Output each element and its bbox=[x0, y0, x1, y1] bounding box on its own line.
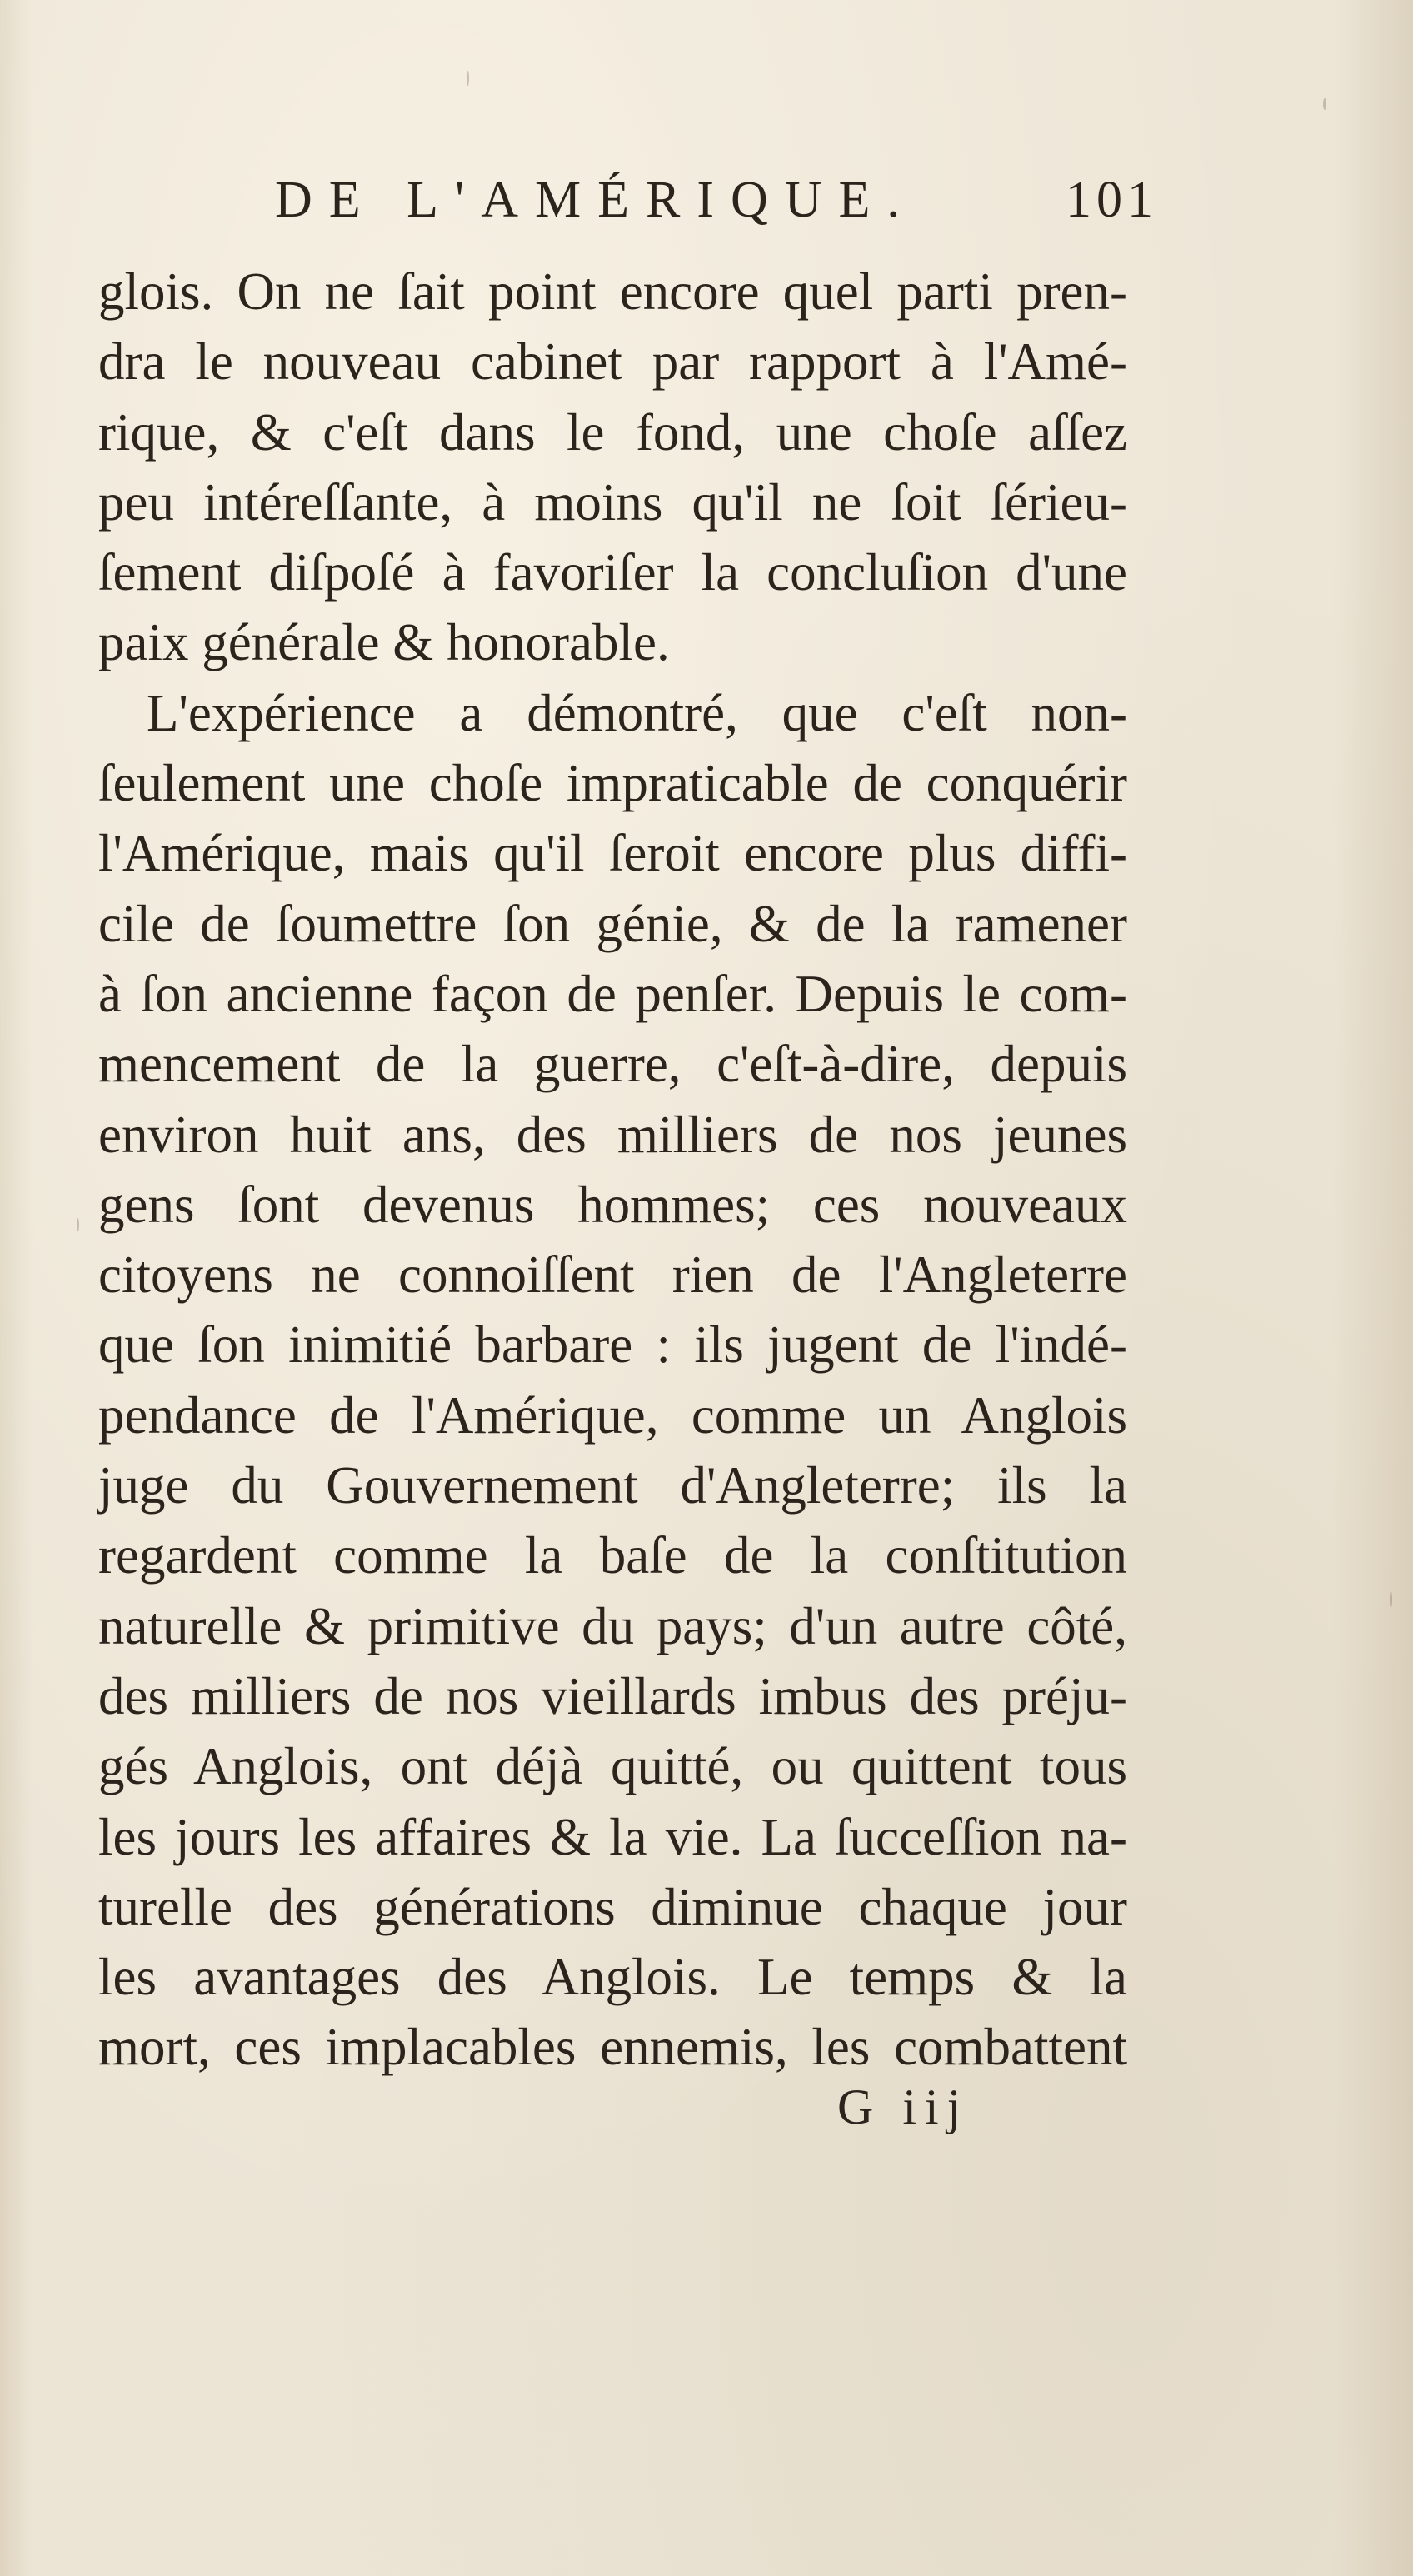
text-line: gens ſont devenus hommes; ces nouveaux bbox=[98, 1175, 1127, 1234]
text-line: peu intéreſſante, à moins qu'il ne ſoit ſérieu- bbox=[98, 472, 1127, 532]
text-line: paix générale & honorable. bbox=[98, 613, 670, 672]
paper-speck bbox=[1390, 1591, 1392, 1608]
text-line: ſeulement une choſe impraticable de conquérir bbox=[98, 754, 1127, 813]
signature-mark: G iij bbox=[837, 2079, 970, 2134]
running-head: DE L'AMÉRIQUE. bbox=[275, 172, 916, 228]
text-line: glois. On ne ſait point encore quel parti pren- bbox=[98, 262, 1127, 321]
paper-speck bbox=[1323, 98, 1326, 110]
text-line: regardent comme la baſe de la conſtitution bbox=[98, 1526, 1127, 1585]
text-line: mencement de la guerre, c'eſt-à-dire, depuis bbox=[98, 1035, 1127, 1094]
text-line: cile de ſoumettre ſon génie, & de la ramener bbox=[98, 894, 1127, 953]
text-line: l'Amérique, mais qu'il ſeroit encore plus diffi- bbox=[98, 824, 1127, 883]
paper-speck bbox=[467, 71, 469, 86]
text-line: des milliers de nos vieillards imbus des préju- bbox=[98, 1666, 1127, 1725]
text-line: les jours les affaires & la vie. La ſucceſſion na- bbox=[98, 1807, 1127, 1866]
text-line: ſement diſpoſé à favoriſer la concluſion d'une bbox=[98, 543, 1127, 602]
page-header bbox=[275, 171, 1158, 246]
text-line: naturelle & primitive du pays; d'un autre côté, bbox=[98, 1596, 1127, 1655]
text-line: citoyens ne connoiſſent rien de l'Angleterre bbox=[98, 1246, 1127, 1305]
text-line: L'expérience a démontré, que c'eſt non- bbox=[147, 683, 1127, 742]
text-line: les avantages des Anglois. Le temps & la bbox=[98, 1948, 1127, 2007]
text-line: rique, & c'eſt dans le fond, une choſe aſſez bbox=[98, 402, 1127, 462]
paragraph bbox=[98, 257, 1127, 678]
text-line: gés Anglois, ont déjà quitté, ou quittent tous bbox=[98, 1737, 1127, 1796]
text-line: à ſon ancienne façon de penſer. Depuis le com- bbox=[98, 964, 1127, 1023]
text-line: que ſon inimitié barbare : ils jugent de l'indé- bbox=[98, 1315, 1127, 1375]
text-line: pendance de l'Amérique, comme un Anglois bbox=[98, 1385, 1127, 1445]
text-line: turelle des générations diminue chaque jour bbox=[98, 1877, 1127, 1936]
paragraph bbox=[98, 678, 1127, 2083]
text-line: dra le nouveau cabinet par rapport à l'Amé- bbox=[98, 332, 1127, 392]
paper-speck bbox=[77, 1218, 79, 1231]
text-line: environ huit ans, des milliers de nos jeunes bbox=[98, 1105, 1127, 1164]
body-text bbox=[98, 257, 1127, 2083]
page-number: 101 bbox=[1066, 172, 1158, 228]
text-line: juge du Gouvernement d'Angleterre; ils la bbox=[98, 1456, 1127, 1515]
text-line: mort, ces implacables ennemis, les combattent bbox=[98, 2018, 1127, 2077]
